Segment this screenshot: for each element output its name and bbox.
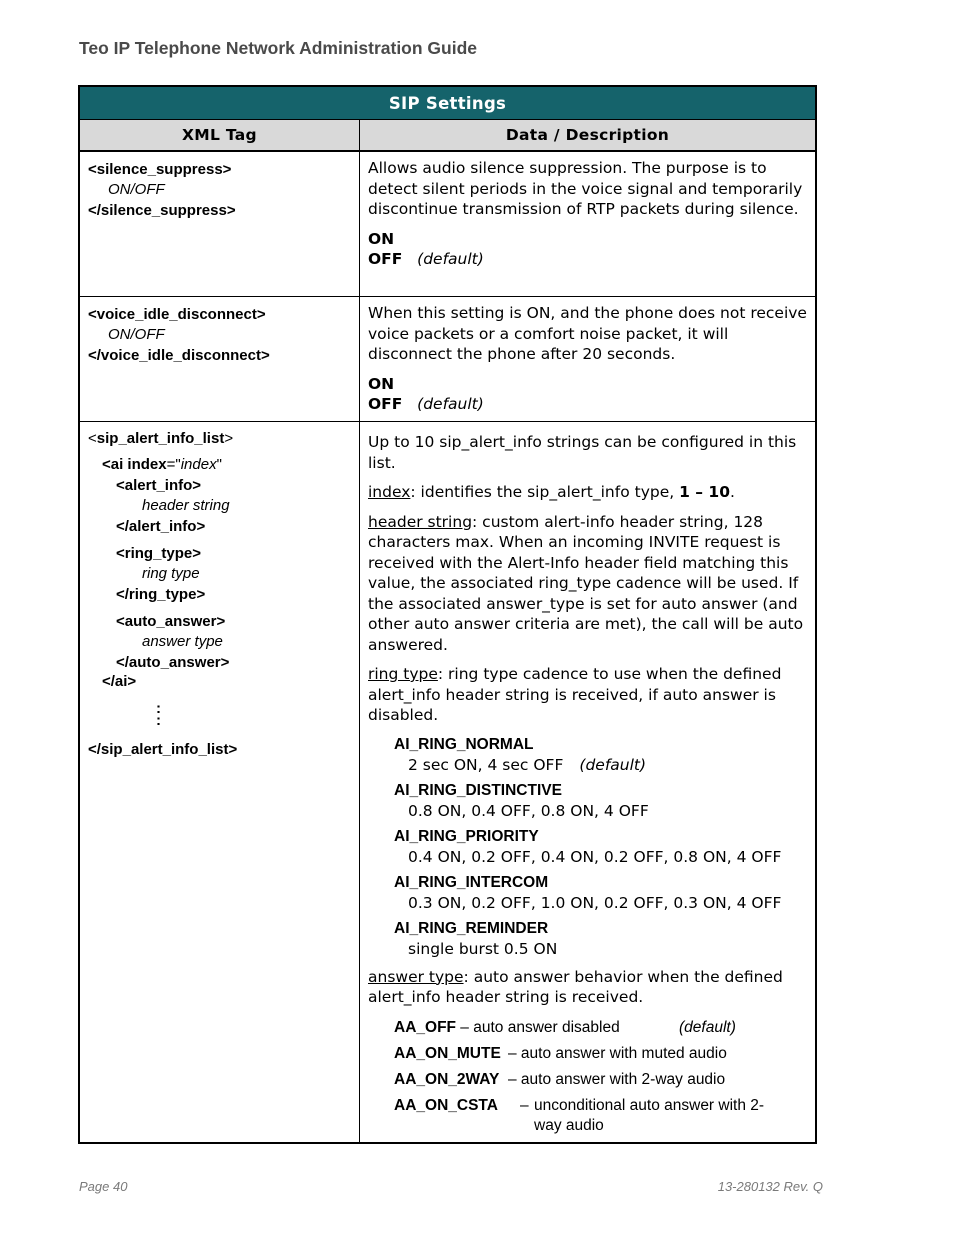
xml-ring-type-open: <ring_type> (116, 545, 202, 562)
ring-option-value (408, 893, 810, 914)
option-on: ON (368, 229, 395, 248)
aa-mute-desc: – auto answer with muted audio (508, 1044, 727, 1062)
xml-open-tag: <voice_idle_disconnect> (88, 306, 266, 323)
header-string-description: : custom alert-info header string, 128 characters max. When an incoming INVITE request is received with the Alert-Info header field matching this value, the associated ring_type cadence will be used. If the associated answer_type is set for auto answer (and other auto answer criteria are met), the call will be auto answered. (368, 512, 804, 654)
xml-open-tag: <silence_suppress> (88, 161, 232, 178)
description-text: When this setting is ON, and the phone does not receive voice packets or a comfort noise packet, it will disconnect the phone after 20 seconds. (368, 304, 807, 363)
xml-open-tag: sip_alert_info_list (96, 430, 225, 447)
ring-option-default: (default) (579, 756, 647, 774)
xml-ring-type-value: ring type (142, 565, 200, 582)
column-header-description: Data / Description (360, 120, 815, 152)
xml-ai-index: index (180, 456, 217, 473)
aa-2way-name: AA_ON_2WAY (394, 1070, 500, 1088)
aa-csta-desc: unconditional auto answer with 2- (534, 1096, 765, 1114)
row-divider (80, 296, 815, 297)
page-number: Page 40 (79, 1179, 128, 1194)
ring-option (394, 827, 810, 868)
row-divider (80, 421, 815, 422)
aa-csta-desc-cont: way audio (534, 1116, 604, 1134)
ring-option (394, 919, 810, 960)
ellipsis: : : (156, 700, 161, 729)
ring-option (394, 735, 810, 776)
attr-quote: =" (166, 456, 181, 473)
xml-alert-info-value: header string (142, 497, 230, 514)
aa-off-name: AA_OFF (394, 1018, 456, 1036)
running-header: Teo IP Telephone Network Administration Guide (79, 38, 478, 58)
ring-type-term: ring type (368, 665, 438, 683)
ring-option-value (408, 939, 810, 960)
header-string-term: header string (368, 512, 473, 531)
option-off: OFF (368, 249, 403, 268)
ring-type-description: : ring type cadence to use when the defined alert_info header string is received, if auto answer is disabled. (368, 665, 782, 724)
xml-ai-close: </ai> (102, 673, 137, 690)
table-title: SIP Settings (80, 87, 815, 120)
answer-type-term: answer type (368, 967, 464, 986)
option-on: ON (368, 374, 395, 393)
ring-option-cadence: 0.3 ON, 0.2 OFF, 1.0 ON, 0.2 OFF, 0.3 ON, 4 OFF (408, 894, 782, 912)
ring-option-cadence: single burst 0.5 ON (408, 940, 558, 958)
ring-option (394, 781, 810, 822)
ring-option-value (408, 847, 810, 868)
intro-text: Up to 10 sip_alert_info strings can be configured in this list. (368, 433, 797, 472)
ring-option-name: AI_RING_INTERCOM (394, 873, 549, 891)
angle-bracket: > (224, 430, 234, 447)
xml-ai-open-tag: <ai index (102, 456, 167, 473)
ring-option-value (408, 801, 810, 822)
ring-option-cadence: 2 sec ON, 4 sec OFF (408, 756, 564, 774)
option-off: OFF (368, 394, 403, 413)
xml-close-tag: </voice_idle_disconnect> (88, 347, 270, 364)
xml-auto-answer-open: <auto_answer> (116, 613, 226, 630)
ring-option-name: AI_RING_DISTINCTIVE (394, 781, 562, 799)
aa-csta-dash: – (520, 1096, 529, 1114)
xml-value: ON/OFF (108, 326, 165, 343)
xml-auto-answer-value: answer type (142, 633, 223, 650)
document-number: 13-280132 Rev. Q (717, 1179, 823, 1194)
index-term: index (368, 483, 411, 501)
aa-2way-desc: – auto answer with 2-way audio (508, 1070, 726, 1088)
aa-off-desc: – auto answer disabled (456, 1018, 620, 1036)
xml-auto-answer-close: </auto_answer> (116, 654, 230, 671)
ring-options-list (368, 735, 810, 960)
ring-option-value (408, 755, 810, 776)
column-divider (359, 120, 360, 1142)
aa-mute-name: AA_ON_MUTE (394, 1044, 501, 1062)
description-text: Allows audio silence suppression. The purpose is to detect silent periods in the voice signal and temporarily discontinue transmission of RTP packets during silence. (368, 159, 803, 218)
index-description: : identifies the sip_alert_info type, (410, 483, 680, 501)
xml-value: ON/OFF (108, 181, 165, 198)
answer-options-list (368, 1017, 810, 1137)
xml-close-tag: </sip_alert_info_list> (88, 741, 238, 758)
ring-option-name: AI_RING_NORMAL (394, 735, 534, 753)
angle-bracket: < (88, 430, 97, 447)
sip-settings-table (78, 85, 817, 1144)
ring-option-name: AI_RING_REMINDER (394, 919, 549, 937)
answer-type-description: : auto answer behavior when the defined alert_info header string is received. (368, 967, 783, 1006)
ring-option (394, 873, 810, 914)
aa-off-default: (default) (679, 1018, 736, 1036)
xml-ring-type-close: </ring_type> (116, 586, 206, 603)
xml-alert-info-close: </alert_info> (116, 518, 206, 535)
period: . (730, 483, 735, 501)
default-label: (default) (417, 249, 484, 268)
aa-csta-name: AA_ON_CSTA (394, 1096, 498, 1114)
default-label: (default) (417, 394, 484, 413)
xml-close-tag: </silence_suppress> (88, 202, 236, 219)
ring-option-cadence: 0.8 ON, 0.4 OFF, 0.8 ON, 4 OFF (408, 802, 649, 820)
index-range: 1 – 10 (679, 483, 731, 501)
attr-quote: " (216, 456, 222, 473)
ring-option-name: AI_RING_PRIORITY (394, 827, 539, 845)
ring-option-cadence: 0.4 ON, 0.2 OFF, 0.4 ON, 0.2 OFF, 0.8 ON, 4 OFF (408, 848, 782, 866)
xml-alert-info-open: <alert_info> (116, 477, 202, 494)
column-header-xml-tag: XML Tag (80, 120, 360, 152)
